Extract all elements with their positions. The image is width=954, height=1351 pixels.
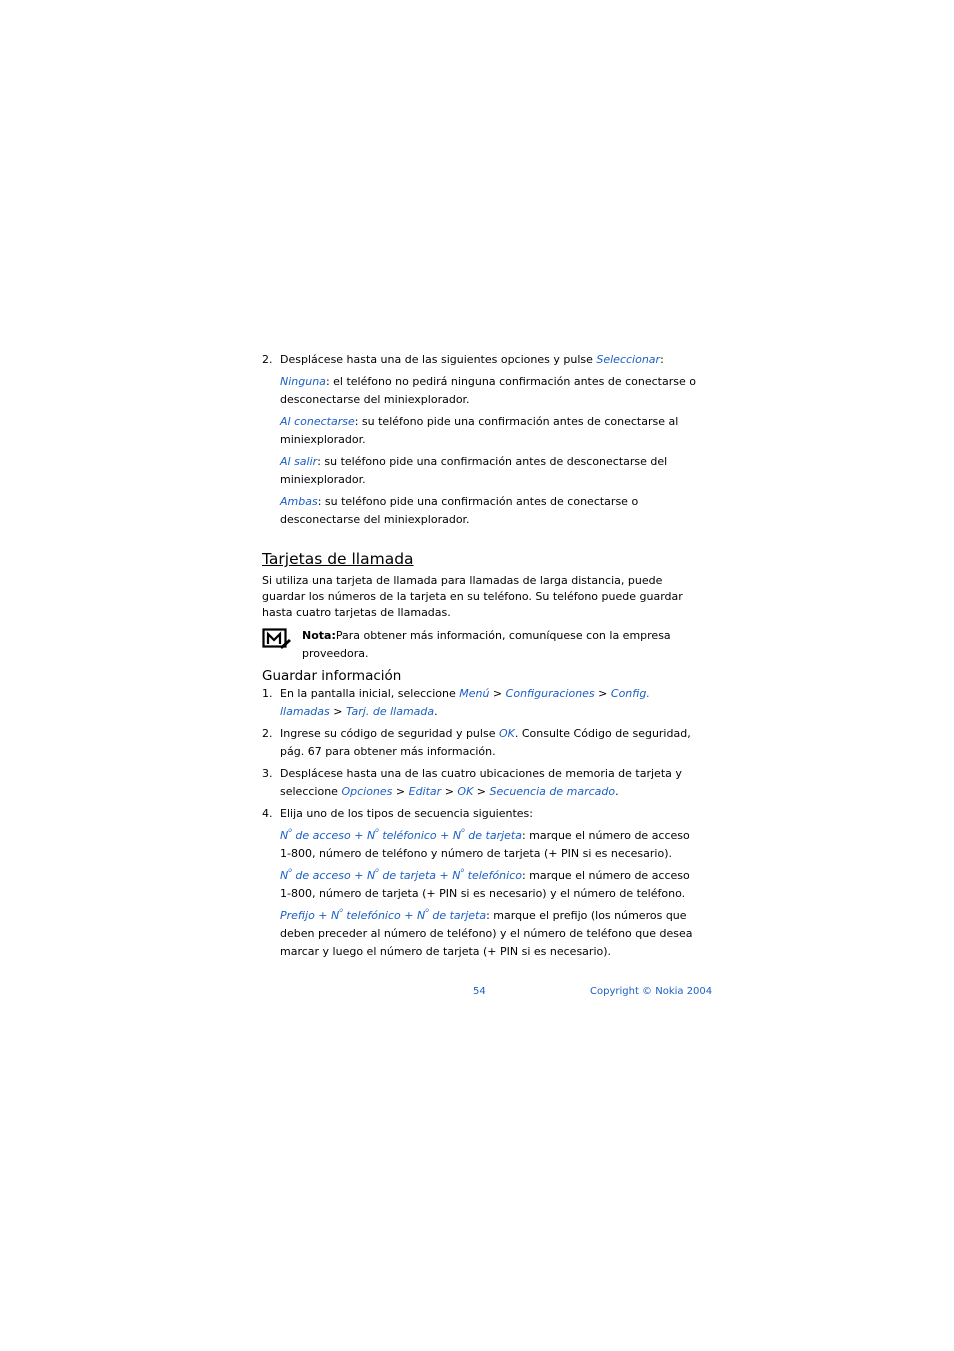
page-number: 54	[473, 986, 486, 997]
option-ninguna: Ninguna: el teléfono no pedirá ninguna confirmación antes de conectarse o desconectarse del miniexplorador.	[280, 375, 696, 406]
section-heading: Tarjetas de llamada	[262, 550, 414, 568]
option-al-conectarse: Al conectarse: su teléfono pide una confirmación antes de conectarse al miniexplorador.	[280, 415, 679, 446]
subheading: Guardar información	[262, 668, 402, 684]
save-step-1: 1. En la pantalla inicial, seleccione Menú > Configuraciones > Config. llamadas > Tarj. de llamada.	[262, 687, 650, 718]
save-step-2: 2. Ingrese su código de seguridad y pulse OK. Consulte Código de seguridad, pág. 67 para obtener más información.	[262, 727, 691, 758]
copyright-notice: Copyright © Nokia 2004	[590, 986, 713, 997]
document-page	[262, 351, 698, 961]
sequence-option-3: Prefijo + $N^o$ telefónico + $N^o$ de tarjeta: marque el prefijo (los números que deben preceder al número de teléfono) y el número de teléfono que desea marcar y luego el número de tarjeta (+ PIN si es necesario).	[280, 907, 693, 958]
option-al-salir: Al salir: su teléfono pide una confirmación antes de desconectarse del miniexplorador.	[280, 455, 668, 486]
sequence-option-2: $N^o$ de acceso + $N^o$ de tarjeta + $N^o$ telefónico: marque el número de acceso 1-800, número de tarjeta (+ PIN si es necesario) y el número de teléfono.	[280, 867, 690, 900]
seleccionar-keyword: Seleccionar	[596, 353, 661, 366]
sequence-option-1: $N^o$ de acceso + $N^o$ teléfonico + $N^o$ de tarjeta: marque el número de acceso 1-800, número de teléfono y número de tarjeta (+ PIN si es necesario).	[280, 827, 690, 860]
save-step-3: 3. Desplácese hasta una de las cuatro ubicaciones de memoria de tarjeta y seleccione Opciones > Editar > OK > Secuencia de marcado.	[262, 767, 682, 798]
intro-paragraph: Si utiliza una tarjeta de llamada para llamadas de larga distancia, puede guardar los números de la tarjeta en su teléfono. Su teléfono puede guardar hasta cuatro tarjetas de llamadas.	[262, 574, 683, 619]
step-2-list-item: 2. Desplácese hasta una de las siguientes opciones y pulse Seleccionar:	[262, 353, 664, 366]
option-ambas: Ambas: su teléfono pide una confirmación antes de conectarse o desconectarse del miniexplorador.	[280, 495, 639, 526]
note-icon	[262, 628, 292, 656]
note-block: Nota:Para obtener más información, comuníquese con la empresa proveedora.	[262, 627, 698, 663]
save-step-4: 4. Elija uno de los tipos de secuencia siguientes:	[262, 807, 533, 820]
